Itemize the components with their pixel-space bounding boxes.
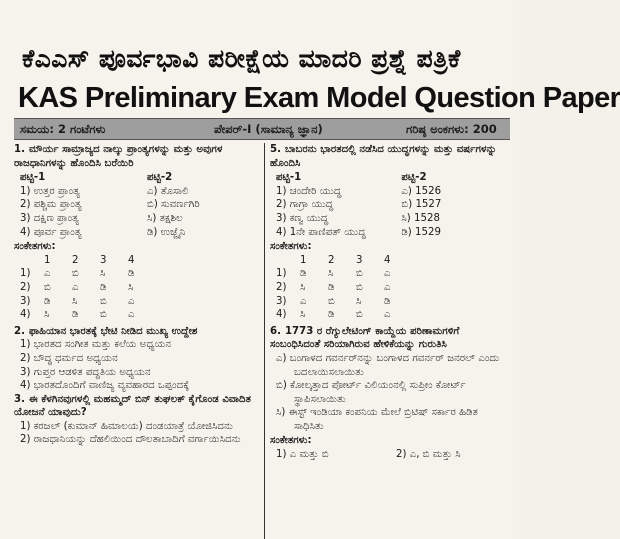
codes-label: ಸಂಕೇತಗಳು: [270, 435, 312, 447]
codes-header: 1 2 3 4 [44, 254, 135, 266]
question-text: 3. ಈ ಕೆಳಗಿನವುಗಳಲ್ಲಿ ಮಹಮ್ಮದ್ ಬಿನ್ ತುಘಲಕ್ ಕೈಗೊಂಡ ವಿವಾದಿತ ಯೋಜನೆ ಯಾವುದು? [14, 393, 252, 419]
question-6 [270, 325, 510, 462]
answer-options [270, 448, 510, 462]
answer-option: 2) ರಾಜಧಾನಿಯನ್ನು ದೆಹಲಿಯಿಂದ ದೌಲತಾಬಾದಿಗೆ ವರ್ಗಾಯಿಸಿದನು [20, 434, 241, 446]
match-row: 4) ಪೂರ್ವ ಪ್ರಾಂತ್ಯ ಡಿ) ಉಜ್ಜೈನಿ [20, 226, 186, 238]
question-text: 1. ಮೌರ್ಯ ಸಾಮ್ರಾಜ್ಯದ ನಾಲ್ಕು ಪ್ರಾಂತ್ಯಗಳನ್ನು ಮತ್ತು ಅವುಗಳ ರಾಜಧಾನಿಗಳನ್ನು ಹೊಂದಿಸಿ ಬರೆಯಿರಿ [14, 144, 223, 169]
statement-option: ಎ) ಬಂಗಾಳದ ಗವರ್ನರ್‌ನನ್ನು ಬಂಗಾಳದ ಗವರ್ನರ್ ಜನರಲ್ ಎಂದು ಬದಲಾಯಿಸಲಾಯಿತು [276, 352, 500, 378]
statement-option: ಬಿ) ಕೋಲ್ಕತ್ತಾದ ಪೋರ್ಟ್ ವಿಲಿಯಂನಲ್ಲಿ ಸುಪ್ರೀಂ ಕೋರ್ಟ್ ಸ್ಥಾಪಿಸಲಾಯಿತು [276, 380, 466, 405]
exam-time: ಸಮಯ: 2 ಗಂಟೆಗಳು [20, 122, 106, 136]
title-kannada: ಕೆಎಎಸ್ ಪೂರ್ವಭಾವಿ ಪರೀಕ್ಷೆಯ ಮಾದರಿ ಪ್ರಶ್ನೆ ಪತ್ರಿಕೆ [22, 44, 461, 73]
answer-option: 4) ಭಾರತದೊಂದಿಗೆ ವಾಣಿಜ್ಯ ವ್ಯವಹಾರದ ಒಪ್ಪಂದಕ್ಕೆ [20, 380, 190, 392]
codes-label: ಸಂಕೇತಗಳು: [14, 241, 56, 253]
exam-paper: ಪೇಪರ್-I (ಸಾಮಾನ್ಯ ಜ್ಞಾನ) [214, 122, 323, 136]
code-option: 4) ಸಿ ಡಿ ಬಿ ಎ [20, 309, 135, 321]
right-column [270, 143, 510, 462]
question-1 [14, 143, 261, 322]
column-divider [264, 143, 265, 539]
code-option: 3) ಡಿ ಸಿ ಬಿ ಎ [20, 295, 135, 307]
answer-option: 2) ಎ, ಬಿ ಮತ್ತು ಸಿ [396, 449, 461, 461]
answer-option: 1) ಭಾರತದ ಸಂಗೀತ ಮತ್ತು ಕಲೆಯ ಅಧ್ಯಯನ [20, 339, 172, 351]
codes-label: ಸಂಕೇತಗಳು: [270, 241, 312, 253]
match-row: 3) ಕಣ್ವ ಯುದ್ಧ ಸಿ) 1528 [276, 212, 440, 224]
match-row: 3) ದಕ್ಷಿಣ ಪ್ರಾಂತ್ಯ ಸಿ) ತಕ್ಷಶಿಲ [20, 212, 183, 224]
left-column [14, 143, 261, 447]
code-option: 1) ಡಿ ಸಿ ಬಿ ಎ [276, 268, 391, 280]
answer-option: 1) ಕರಜಲ್ (ಕುಮಾನ್ ಹಿಮಾಲಯ) ದಂಡಯಾತ್ರೆ ಯೋಜಿಸಿದನು [20, 420, 233, 432]
answer-option: 3) ಗುಪ್ತರ ಆಡಳಿತ ಪದ್ಧತಿಯ ಅಧ್ಯಯನ [20, 366, 151, 378]
question-text: 2. ಫಾಹಿಯಾನ ಭಾರತಕ್ಕೆ ಭೇಟಿ ನೀಡಿದ ಮುಖ್ಯ ಉದ್ದೇಶ [14, 325, 198, 337]
exam-info-bar [14, 118, 510, 140]
code-option: 2) ಬಿ ಎ ಡಿ ಸಿ [20, 281, 134, 293]
code-option: 2) ಸಿ ಡಿ ಬಿ ಎ [276, 281, 391, 293]
match-row: 1) ಚಂದೇರಿ ಯುದ್ಧ ಎ) 1526 [276, 185, 442, 197]
match-row: 2) ಪಶ್ಚಿಮ ಪ್ರಾಂತ್ಯ ಬಿ) ಸುವರ್ಣಗಿರಿ [20, 199, 200, 211]
match-row: 2) ಗಾಗ್ರಾ ಯುದ್ಧ ಬಿ) 1527 [276, 199, 442, 211]
match-list-header: ಪಟ್ಟಿ-1 ಪಟ್ಟಿ-2 [20, 172, 173, 184]
question-3 [14, 393, 261, 447]
answer-option: 1) ಎ ಮತ್ತು ಬಿ [276, 449, 329, 461]
code-option: 3) ಎ ಬಿ ಸಿ ಡಿ [276, 295, 391, 307]
code-option: 4) ಸಿ ಡಿ ಬಿ ಎ [276, 309, 391, 321]
match-row: 1) ಉತ್ತರ ಪ್ರಾಂತ್ಯ ಎ) ತೊಸಾಲಿ [20, 185, 189, 197]
exam-max-marks: ಗರಿಷ್ಠ ಅಂಕಗಳು: 200 [406, 122, 497, 136]
statement-option: ಸಿ) ಈಸ್ಟ್ ಇಂಡಿಯಾ ಕಂಪನಿಯ ಮೇಲೆ ಬ್ರಿಟಿಷ್ ಸರ್ಕಾರ ಹಿಡಿತ ಸಾಧಿಸಿತು [276, 407, 478, 432]
question-5 [270, 143, 510, 322]
answer-option: 2) ಬೌದ್ಧ ಧರ್ಮದ ಅಧ್ಯಯನ [20, 352, 118, 364]
match-row: 4) 1ನೇ ಪಾಣಿಪತ್ ಯುದ್ಧ ಡಿ) 1529 [276, 226, 441, 238]
question-2 [14, 325, 261, 393]
question-text: 5. ಬಾಬರನು ಭಾರತದಲ್ಲಿ ನಡೆಸಿದ ಯುದ್ಧಗಳನ್ನು ಮತ್ತು ವರ್ಷಗಳನ್ನು ಹೊಂದಿಸಿ [270, 144, 497, 169]
codes-header: 1 2 3 4 [300, 254, 391, 266]
code-option: 1) ಎ ಬಿ ಸಿ ಡಿ [20, 268, 135, 280]
title-english: KAS Preliminary Exam Model Question Paper [18, 82, 620, 114]
question-text: 6. 1773 ರ ರೆಗ್ಯುಲೇಟಿಂಗ್ ಕಾಯ್ದೆಯ ಪರಿಣಾಮಗಳಿಗೆ ಸಂಬಂಧಿಸಿದಂತೆ ಸರಿಯಾಗಿರುವ ಹೇಳಿಕೆಯನ್ನು ಗುರುತಿಸಿ [270, 325, 460, 351]
match-list-header: ಪಟ್ಟಿ-1 ಪಟ್ಟಿ-2 [276, 172, 427, 184]
